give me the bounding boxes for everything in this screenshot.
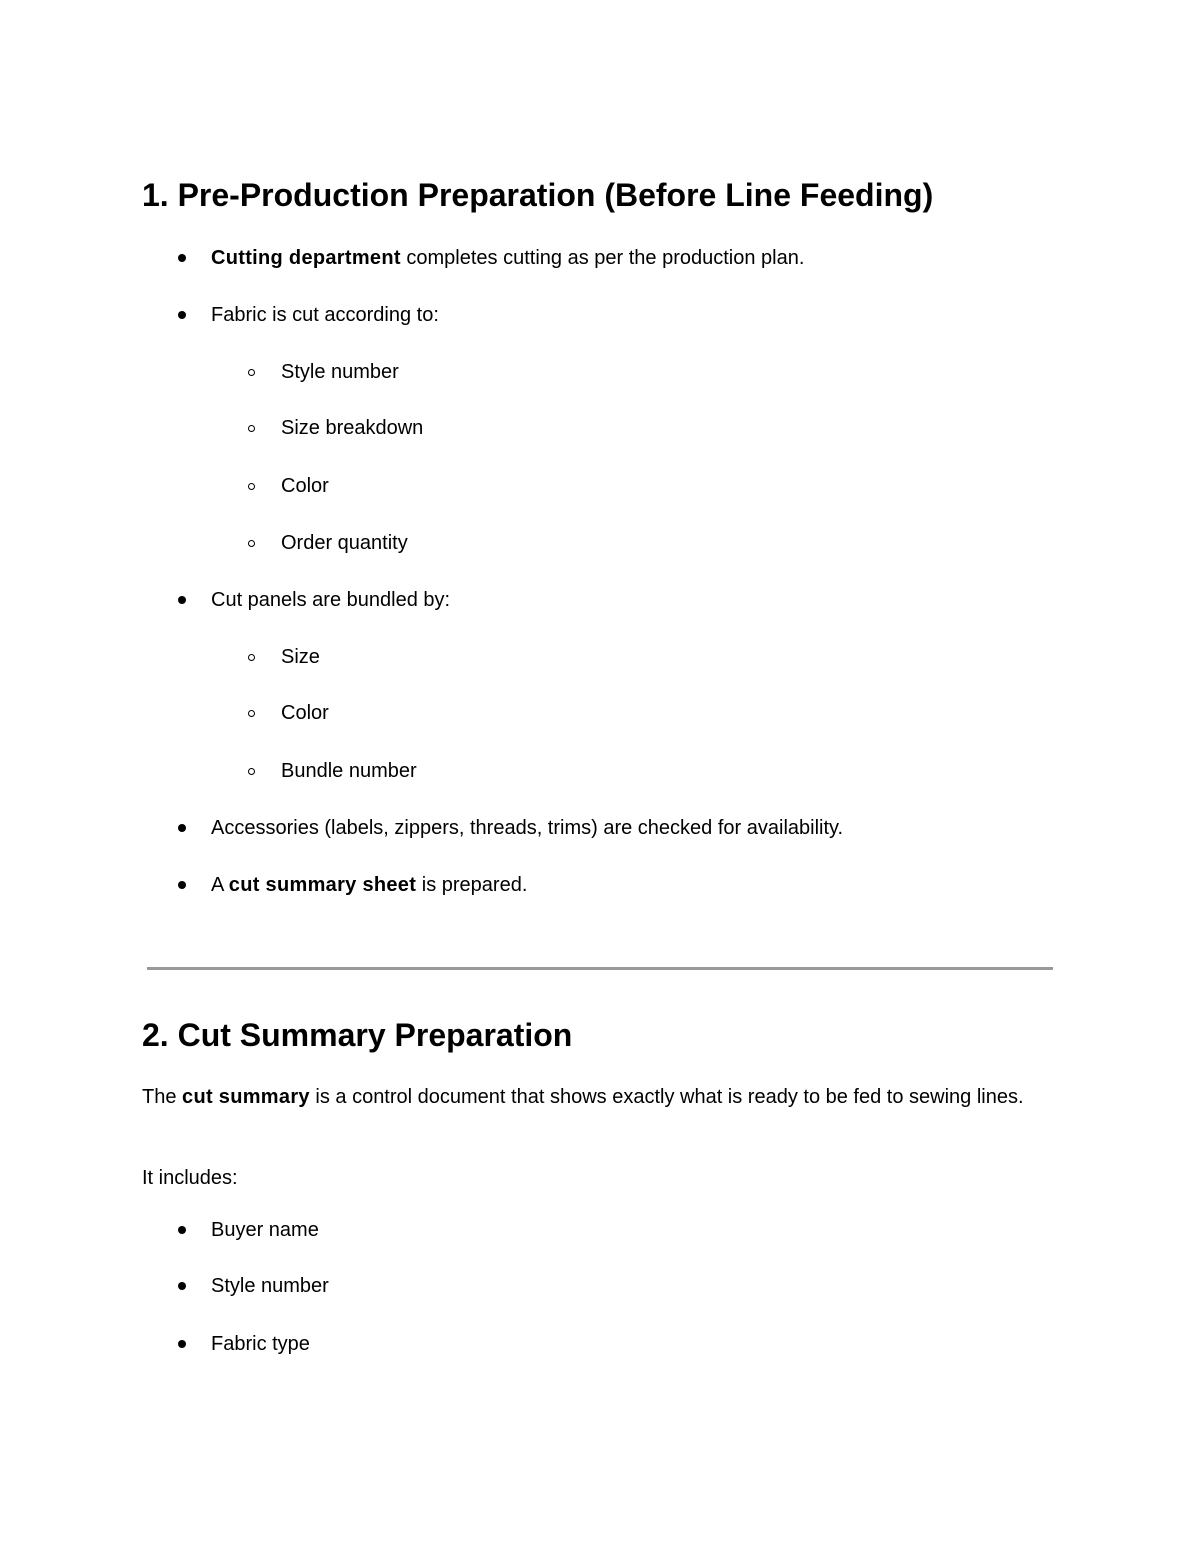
- list-item-text: A cut summary sheet is prepared.: [211, 874, 528, 896]
- bullet-icon: [178, 824, 186, 832]
- sub-list-item: [248, 529, 408, 557]
- bullet-icon: [178, 881, 186, 889]
- list-item-text: Cut panels are bundled by:: [211, 589, 451, 611]
- sub-list-item: [248, 757, 417, 785]
- list-item-text: Fabric type: [211, 1333, 310, 1355]
- list-item: [178, 244, 804, 272]
- bullet-icon: [178, 596, 186, 604]
- sub-list-item: [248, 414, 423, 442]
- hollow-bullet-icon: [248, 654, 255, 661]
- hollow-bullet-icon: [248, 369, 255, 376]
- sub-list-item: [248, 643, 320, 671]
- hollow-bullet-icon: [248, 710, 255, 717]
- bullet-icon: [178, 1282, 186, 1290]
- bold-term: Cutting department: [211, 247, 401, 269]
- bullet-icon: [178, 1226, 186, 1234]
- hollow-bullet-icon: [248, 425, 255, 432]
- sub-list-item-text: Order quantity: [281, 532, 408, 554]
- sub-list-item-text: Size: [281, 646, 320, 668]
- bullet-icon: [178, 1340, 186, 1348]
- sub-list-item: [248, 358, 399, 386]
- includes-label: It includes:: [142, 1167, 238, 1189]
- sub-list-item-text: Bundle number: [281, 760, 417, 782]
- hollow-bullet-icon: [248, 768, 255, 775]
- list-item-text: Style number: [211, 1275, 329, 1297]
- list-item-text: Accessories (labels, zippers, threads, trims) are checked for availability.: [211, 817, 844, 839]
- hollow-bullet-icon: [248, 540, 255, 547]
- list-item-text: Buyer name: [211, 1219, 319, 1241]
- list-item: [178, 1272, 329, 1300]
- sub-list-item-text: Size breakdown: [281, 417, 424, 439]
- list-item: [178, 301, 439, 329]
- horizontal-divider: [147, 967, 1053, 970]
- sub-list-item-text: Style number: [281, 361, 399, 383]
- bold-term: cut summary: [182, 1086, 310, 1108]
- list-item: [178, 1216, 319, 1244]
- bold-term: cut summary sheet: [228, 874, 417, 896]
- sub-list-item-text: Color: [281, 702, 329, 724]
- sub-list-item: [248, 472, 329, 500]
- list-item: [178, 586, 450, 614]
- list-item: [178, 814, 843, 842]
- list-item: [178, 871, 527, 899]
- list-item-text: Fabric is cut according to:: [211, 304, 439, 326]
- section-2-heading: 2. Cut Summary Preparation: [142, 1017, 573, 1053]
- hollow-bullet-icon: [248, 483, 255, 490]
- list-item-text: Cutting department completes cutting as per the production plan.: [211, 247, 805, 269]
- bullet-icon: [178, 311, 186, 319]
- section-1-heading: 1. Pre-Production Preparation (Before Line Feeding): [142, 177, 934, 213]
- sub-list-item: [248, 699, 329, 727]
- list-item: [178, 1330, 310, 1358]
- cut-summary-paragraph: The cut summary is a control document that shows exactly what is ready to be fed to sewing lines.: [142, 1086, 1024, 1108]
- sub-list-item-text: Color: [281, 475, 329, 497]
- bullet-icon: [178, 254, 186, 262]
